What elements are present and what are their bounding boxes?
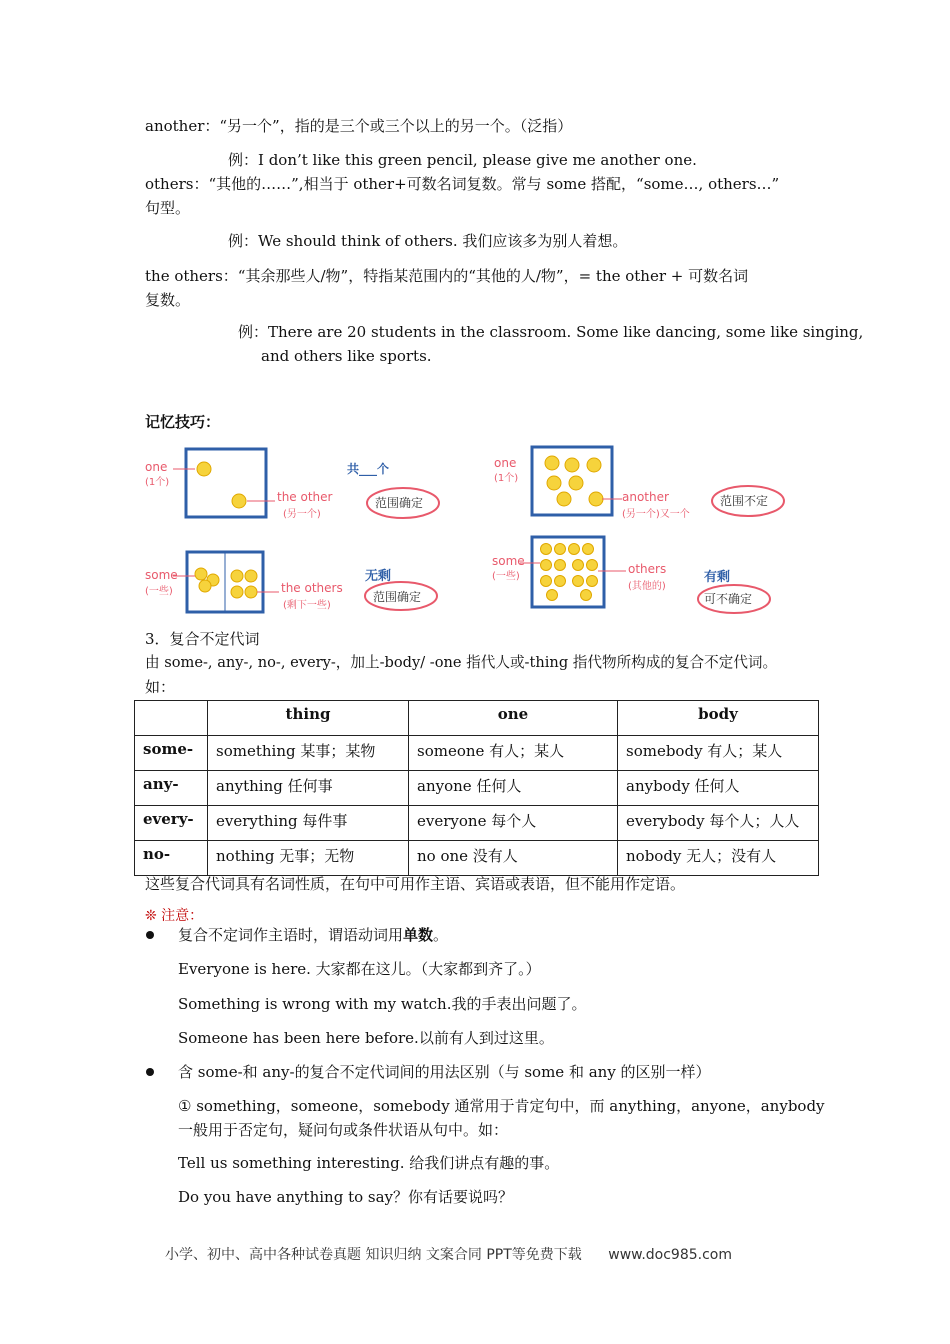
cell-thing: something 某事；某物 xyxy=(208,736,409,771)
stamp-1: 范围确定 xyxy=(375,496,424,510)
others-example: 例：We should think of others. 我们应该多为别人着想。 xyxy=(228,232,628,250)
the-others-definition-cont: 复数。 xyxy=(145,291,191,309)
cell-one: anyone 任何人 xyxy=(409,771,618,806)
label-others-sub: (其他的) xyxy=(628,581,666,592)
label-others: others xyxy=(628,562,667,576)
label-none-left: 无剩 xyxy=(365,569,392,584)
others-definition: others：“其他的……”,相当于 other+可数名词复数。常与 some 搭配，“some…, others…” xyxy=(145,175,780,193)
cell-one: everyone 每个人 xyxy=(409,806,618,841)
label-some-2: some xyxy=(492,554,525,568)
row-prefix: every- xyxy=(135,806,208,841)
example-tell-us: Tell us something interesting. 给我们讲点有趣的事。 xyxy=(178,1154,560,1172)
diagram-some-others xyxy=(490,533,790,617)
section3-heading: 3．复合不定代词 xyxy=(145,630,260,648)
table-row xyxy=(135,771,819,806)
section3-intro-cont: 如： xyxy=(145,678,176,696)
example-everyone: Everyone is here. 大家都在这儿。（大家都到齐了。） xyxy=(178,960,541,978)
header-body: body xyxy=(618,701,819,736)
label-some-sub: (一些) xyxy=(145,586,173,597)
stamp-2: 范围不定 xyxy=(720,494,769,508)
point1-text-cont: 一般用于否定句，疑问句或条件状语从句中。如： xyxy=(178,1121,509,1139)
footer xyxy=(165,1244,732,1264)
cell-one: no one 没有人 xyxy=(409,841,618,876)
row-prefix: no- xyxy=(135,841,208,876)
after-table-note: 这些复合代词具有名词性质，在句中可用作主语、宾语或表语，但不能用作定语。 xyxy=(145,875,686,893)
label-total: 共___个 xyxy=(347,462,390,476)
cell-body: nobody 无人；没有人 xyxy=(618,841,819,876)
footer-text: 小学、初中、高中各种试卷真题 知识归纳 文案合同 PPT等免费下载 xyxy=(165,1247,582,1263)
header-thing: thing xyxy=(208,701,409,736)
example-anything: Do you have anything to say？你有话要说吗？ xyxy=(178,1188,514,1206)
label-one-2-sub: (1个) xyxy=(494,473,519,484)
footer-url[interactable]: www.doc985.com xyxy=(608,1247,732,1263)
cell-thing: everything 每件事 xyxy=(208,806,409,841)
compound-pronoun-table xyxy=(134,700,819,876)
example-something: Something is wrong with my watch.我的手表出问题了。 xyxy=(178,995,587,1013)
stamp-3: 范围确定 xyxy=(373,590,422,604)
table-header-row xyxy=(135,701,819,736)
cell-thing: anything 任何事 xyxy=(208,771,409,806)
memory-heading: 记忆技巧： xyxy=(145,413,221,431)
cell-one: someone 有人；某人 xyxy=(409,736,618,771)
cell-body: anybody 任何人 xyxy=(618,771,819,806)
another-definition: another：“另一个”，指的是三个或三个以上的另一个。（泛指） xyxy=(145,117,573,135)
label-some: some xyxy=(145,568,178,582)
stamp-4: 可不确定 xyxy=(704,592,753,606)
cell-body: somebody 有人；某人 xyxy=(618,736,819,771)
table-row xyxy=(135,736,819,771)
header-empty xyxy=(135,701,208,736)
label-one-2: one xyxy=(494,456,517,470)
row-prefix: any- xyxy=(135,771,208,806)
section3-intro: 由 some-, any-, no-, every-，加上-body/ -one 指代人或-thing 指代物所构成的复合不定代词。 xyxy=(145,654,778,671)
label-another: another xyxy=(622,490,669,504)
label-the-others-sub: (剩下一些) xyxy=(283,600,331,611)
label-one: one xyxy=(145,460,168,474)
note-label: ❊ 注意： xyxy=(145,908,204,924)
row-prefix: some- xyxy=(135,736,208,771)
bullet-dot xyxy=(146,1068,154,1076)
label-some-left: 有剩 xyxy=(704,570,731,585)
example-someone: Someone has been here before.以前有人到过这里。 xyxy=(178,1029,554,1047)
bullet2-text: 含 some-和 any-的复合不定代词间的用法区别（与 some 和 any 的区别一样） xyxy=(178,1063,711,1081)
another-example: 例：I don’t like this green pencil, please give me another one. xyxy=(228,151,697,169)
cell-thing: nothing 无事；无物 xyxy=(208,841,409,876)
table-row xyxy=(135,841,819,876)
label-the-others: the others xyxy=(281,581,343,595)
header-one: one xyxy=(409,701,618,736)
table-row xyxy=(135,806,819,841)
point1-text: ① something，someone，somebody 通常用于肯定句中，而 anything，anyone，anybody xyxy=(178,1097,825,1115)
label-the-other: the other xyxy=(277,490,333,504)
others-definition-cont: 句型。 xyxy=(145,199,191,217)
label-the-other-sub: (另一个) xyxy=(283,509,321,520)
diagram-some-the-others xyxy=(143,546,443,618)
label-some-2-sub: (一些) xyxy=(492,571,520,582)
bullet1-text: 复合不定词作主语时，谓语动词用单数。 xyxy=(178,926,449,944)
label-another-sub: (另一个)又一个 xyxy=(622,509,690,520)
the-others-example-cont: and others like sports. xyxy=(261,347,432,365)
diagram-one-another xyxy=(490,443,790,523)
diagram-one-the-other xyxy=(143,443,443,523)
cell-body: everybody 每个人；人人 xyxy=(618,806,819,841)
the-others-example: 例：There are 20 students in the classroom. Some like dancing, some like singing, xyxy=(238,323,864,341)
the-others-definition: the others：“其余那些人/物”，特指某范围内的“其他的人/物”，= the other + 可数名词 xyxy=(145,267,749,285)
label-one-sub: (1个) xyxy=(145,477,170,488)
bullet-dot xyxy=(146,931,154,939)
